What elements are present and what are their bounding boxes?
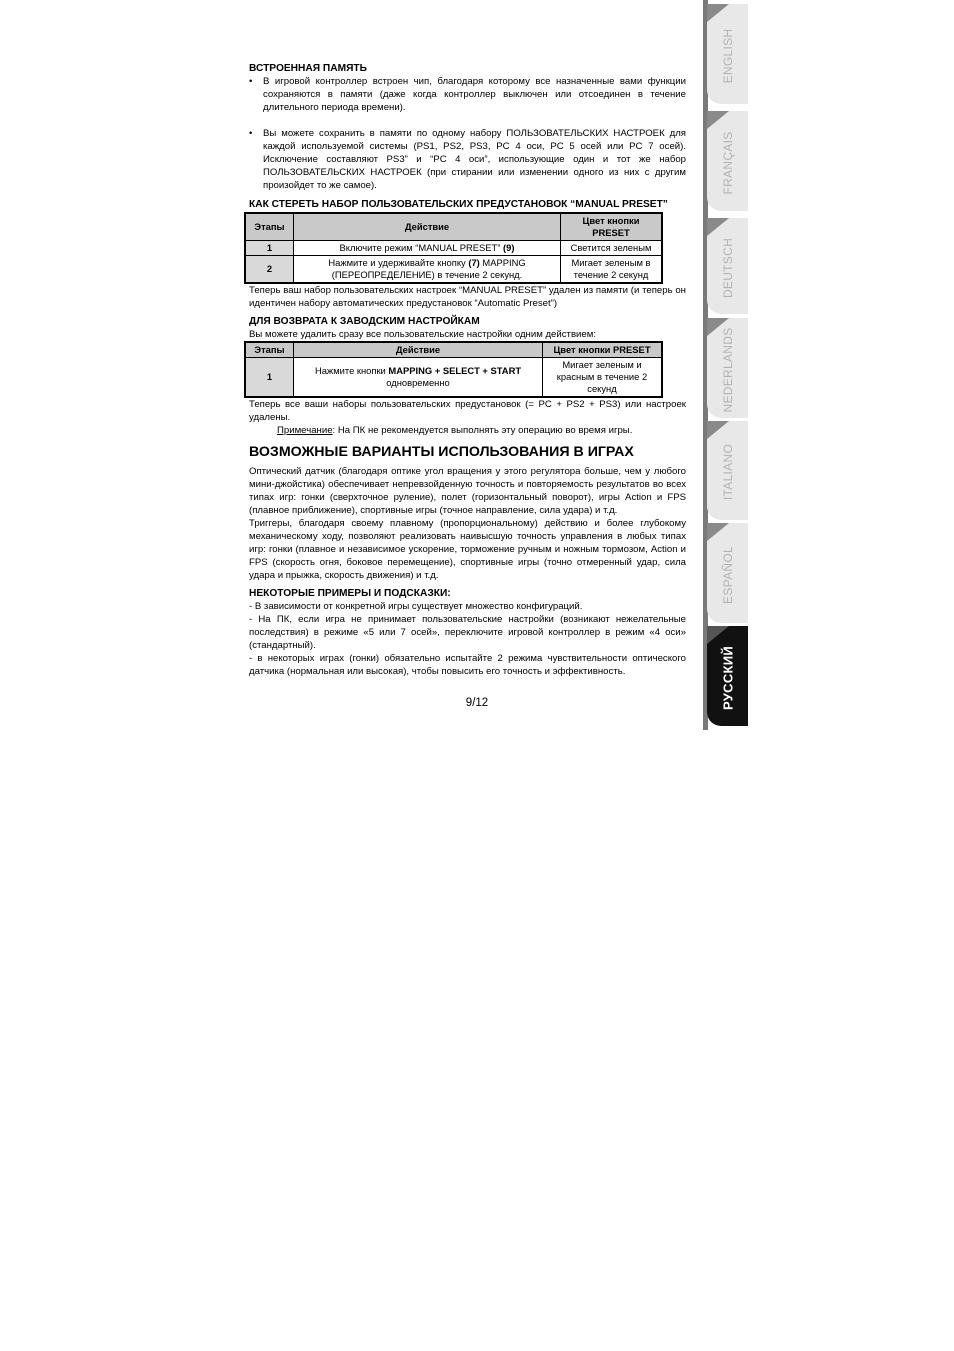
tab-russian[interactable]: РУССКИЙ bbox=[707, 626, 748, 726]
memory-bullet-1: • В игровой контроллер встроен чип, благодаря которому все назначенные вами функции сохраняются в памяти (даже когда контроллер выключен или отсоединен в течение длительного периода времени). bbox=[249, 76, 686, 113]
step-cell: 2 bbox=[245, 256, 294, 284]
tips-heading: НЕКОТОРЫЕ ПРИМЕРЫ И ПОДСКАЗКИ: bbox=[249, 588, 451, 599]
factory-after-text: Теперь все ваши наборы пользовательских предустановок (= PC + PS2 + PS3) или настроек удалены. bbox=[249, 399, 686, 423]
action-cell: Нажмите кнопки MAPPING + SELECT + START одновременно bbox=[294, 358, 543, 398]
factory-heading: ДЛЯ ВОЗВРАТА К ЗАВОДСКИМ НАСТРОЙКАМ bbox=[249, 316, 480, 327]
factory-intro: Вы можете удалить сразу все пользовательские настройки одним действием: bbox=[249, 329, 596, 340]
color-cell: Светится зеленым bbox=[561, 241, 663, 256]
memory-heading: ВСТРОЕННАЯ ПАМЯТЬ bbox=[249, 63, 367, 74]
erase-table bbox=[244, 212, 663, 284]
table-row bbox=[245, 358, 662, 398]
factory-note: Примечание: На ПК не рекомендуется выполнять эту операцию во время игры. bbox=[277, 425, 633, 436]
table-row bbox=[245, 256, 662, 284]
memory-bullet-2: • Вы можете сохранить в памяти по одному набору ПОЛЬЗОВАТЕЛЬСКИХ НАСТРОЕК для каждой используемой системы (PS1, PS2, PS3, PC 4 оси, PC 5 осей или PC 7 осей). Исключение составляют PS3” и “PC 4 оси”, использующие один и тот же набор ПОЛЬЗОВАТЕЛЬСКИХ НАСТРОЕК (при стирании или изменении одного из них с другим произойдет то же самое). bbox=[249, 128, 686, 191]
language-tabs bbox=[703, 0, 748, 730]
tab-deutsch[interactable]: DEUTSCH bbox=[707, 218, 748, 314]
tab-nederlands[interactable]: NEDERLANDS bbox=[707, 318, 748, 418]
tab-espanol[interactable]: ESPAÑOL bbox=[707, 523, 748, 623]
step-cell: 1 bbox=[245, 358, 294, 398]
erase-after-text: Теперь ваш набор пользовательских настроек “MANUAL PRESET” удален из памяти (и теперь он идентичен набору автоматических предустановок “Automatic Preset”) bbox=[249, 285, 686, 309]
table-header-row bbox=[245, 213, 662, 241]
action-cell: Включите режим “MANUAL PRESET” (9) bbox=[294, 241, 561, 256]
page-number: 9/12 bbox=[465, 697, 489, 709]
erase-heading: КАК СТЕРЕТЬ НАБОР ПОЛЬЗОВАТЕЛЬСКИХ ПРЕДУСТАНОВОК “MANUAL PRESET” bbox=[249, 199, 668, 210]
tip-2: - На ПК, если игра не принимает пользовательские настройки (возникают нежелательные последствия) в режиме «5 или 7 осей», переключите игровой контроллер в режим «4 оси» (стандартный). bbox=[249, 614, 686, 651]
col-header-steps: Этапы bbox=[245, 342, 294, 358]
usage-paragraph-1: Оптический датчик (благодаря оптике угол вращения у этого регулятора больше, чем у любого мини-джойстика) обеспечивает непревзойденную точность и повторяемость результатов во всех типах игр: гонки (сверхточное руление), полет (горизонтальный поворот), игры Action и FPS (плавное приближение), спортивные игры (точное направление, сила удара) и т.д. bbox=[249, 466, 686, 516]
col-header-steps: Этапы bbox=[245, 213, 294, 241]
tip-1: - В зависимости от конкретной игры существует множество конфигураций. bbox=[249, 601, 583, 612]
usage-heading: ВОЗМОЖНЫЕ ВАРИАНТЫ ИСПОЛЬЗОВАНИЯ В ИГРАХ bbox=[249, 444, 634, 460]
col-header-color: Цвет кнопки PRESET bbox=[561, 213, 663, 241]
table-row bbox=[245, 241, 662, 256]
tip-3: - в некоторых играх (гонки) обязательно испытайте 2 режима чувствительности оптического датчика (нормальная или высокая), чтобы повысить его точность и эффективность. bbox=[249, 653, 686, 677]
usage-paragraph-2: Триггеры, благодаря своему плавному (пропорциональному) действию и более глубокому механическому ходу, позволяют реализовать наивысшую точность управления в любых типах игр: гонки (плавное и независимое ускорение, торможение ручным и ножным тормозом, Action и FPS (скорость огня, боковое перемещение), спортивные игры (точно отмеренный удар, сила удара и прыжка, скорость движения) и т.д. bbox=[249, 518, 686, 581]
col-header-action: Действие bbox=[294, 342, 543, 358]
tab-francais[interactable]: FRANÇAIS bbox=[707, 111, 748, 211]
table-header-row bbox=[245, 342, 662, 358]
page-content bbox=[249, 60, 686, 678]
tab-italiano[interactable]: ITALIANO bbox=[707, 421, 748, 520]
color-cell: Мигает зеленым и красным в течение 2 секунд bbox=[543, 358, 663, 398]
tab-english[interactable]: ENGLISH bbox=[707, 4, 748, 104]
factory-table bbox=[244, 341, 663, 398]
step-cell: 1 bbox=[245, 241, 294, 256]
action-cell: Нажмите и удерживайте кнопку (7) MAPPING (ПЕРЕОПРЕДЕЛЕНИЕ) в течение 2 секунд. bbox=[294, 256, 561, 284]
col-header-action: Действие bbox=[294, 213, 561, 241]
color-cell: Мигает зеленым в течение 2 секунд bbox=[561, 256, 663, 284]
col-header-color: Цвет кнопки PRESET bbox=[543, 342, 663, 358]
